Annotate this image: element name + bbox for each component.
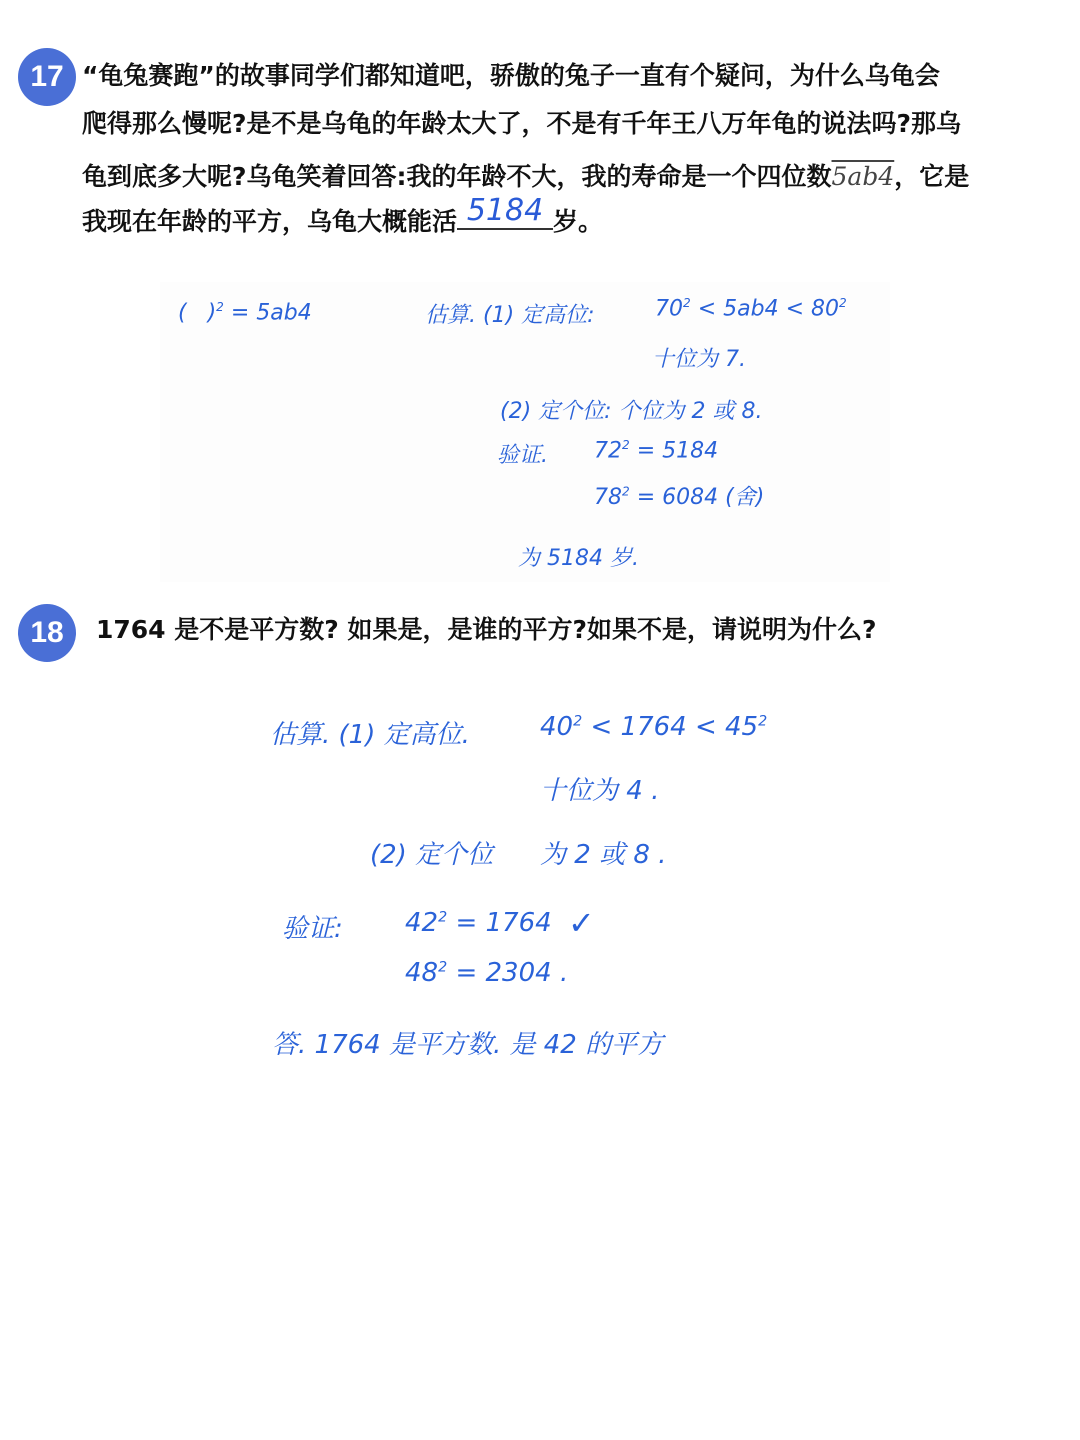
answer-blank-value: 5184 — [466, 193, 544, 228]
line3-text-end: ，它是 — [894, 162, 970, 191]
work-18-step2-value: 为 2 或 8 . — [540, 840, 667, 870]
question-17-line1: “龟兔赛跑”的故事同学们都知道吧，骄傲的兔子一直有个疑问，为什么乌龟会 — [82, 61, 940, 90]
line4-text: 我现在年龄的平方，乌龟大概能活 — [82, 207, 458, 236]
answer-blank[interactable] — [457, 193, 553, 230]
question-18-text: 1764 是不是平方数? 如果是，是谁的平方?如果不是，请说明为什么? — [96, 615, 877, 644]
work-17-step2: (2) 定个位: 个位为 2 或 8. — [500, 399, 763, 424]
work-18-verify1: $42^2 = 1764$ — [405, 908, 552, 938]
work-17-step1-label: 估算. (1) 定高位: — [425, 303, 595, 328]
four-digit-number: 5ab4 — [831, 162, 895, 191]
line4-text-end: 岁。 — [553, 207, 604, 236]
work-18-step1-label: 估算. (1) 定高位. — [270, 720, 470, 750]
question-number: 18 — [30, 616, 64, 649]
work-17-verify1: $72^2 = 5184$ — [594, 438, 719, 464]
work-17-verify2: $78^2 = 6084$ (舍) — [594, 484, 765, 510]
work-17-verify-label: 验证. — [497, 443, 548, 468]
work-17-tens-digit: 十位为 7. — [652, 347, 746, 372]
question-number: 17 — [30, 60, 64, 93]
work-18-tens-digit: 十位为 4 . — [540, 776, 660, 806]
check-mark-icon: ✓ — [568, 904, 595, 942]
question-17-line4 — [82, 193, 604, 246]
work-18-verify2: $48^2 = 2304$ . — [405, 958, 569, 988]
question-number-badge — [18, 604, 76, 662]
work-17-equation: ( )$^2$ = 5ab4 — [178, 300, 312, 326]
work-18-verify-label: 验证: — [282, 914, 343, 944]
work-17-step1-inequality: $70^2 < 5ab4 < 80^2$ — [655, 296, 847, 322]
work-18-answer: 答. 1764 是平方数. 是 42 的平方 — [272, 1030, 664, 1060]
line3-text: 龟到底多大呢?乌龟笑着回答:我的年龄不大，我的寿命是一个四位数 — [82, 162, 832, 191]
question-17-line2: 爬得那么慢呢?是不是乌龟的年龄太大了，不是有千年王八万年龟的说法吗?那乌 — [82, 109, 962, 138]
work-18-inequality: $40^2 < 1764 < 45^2$ — [540, 712, 768, 742]
work-17-conclusion: 为 5184 岁. — [518, 546, 639, 571]
question-number-badge — [18, 48, 76, 106]
work-18-step2-label: (2) 定个位 — [370, 840, 494, 870]
